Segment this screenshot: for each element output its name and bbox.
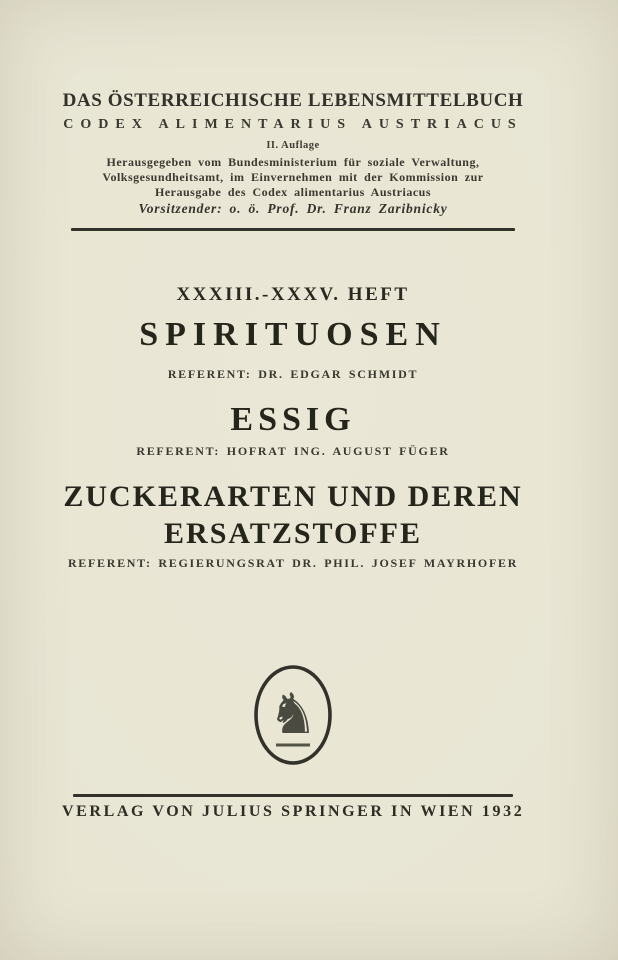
section-title-spirituosen: SPIRITUOSEN [139, 316, 447, 353]
section-referent: REFERENT: DR. EDGAR SCHMIDT [167, 367, 419, 381]
section-title-line: ERSATZSTOFFE [164, 517, 422, 550]
publisher-note-line: Herausgegeben vom Bundesministerium für soziale Verwaltung, [106, 155, 480, 169]
section-referent: REFERENT: REGIERUNGSRAT DR. PHIL. JOSEF MAYRHOFER [67, 556, 519, 570]
masthead-title: DAS ÖSTERREICHISCHE LEBENSMITTELBUCH [62, 90, 524, 111]
section-title-zuckerarten [62, 478, 524, 552]
horizontal-rule-bottom [73, 794, 513, 797]
section-title-line: ZUCKERARTEN UND DEREN [63, 480, 523, 513]
publisher-note-line: Volksgesundheitsamt, im Einvernehmen mit der Kommission zur [102, 170, 484, 184]
section-title-essig: ESSIG [230, 401, 356, 438]
issue-number: XXXIII.-XXXV. HEFT [176, 284, 410, 305]
publisher-note-line: Herausgabe des Codex alimentarius Austriacus [154, 185, 431, 199]
chairman-line: Vorsitzender: o. ö. Prof. Dr. Franz Zaribnicky [138, 201, 448, 216]
publisher-emblem [62, 663, 524, 772]
horizontal-rule-top [71, 228, 515, 231]
springer-horse-icon [252, 663, 334, 767]
publisher-note [62, 155, 524, 200]
masthead-subtitle: CODEX ALIMENTARIUS AUSTRIACUS [63, 117, 523, 132]
section-referent: REFERENT: HOFRAT ING. AUGUST FÜGER [136, 444, 450, 458]
imprint-line: VERLAG VON JULIUS SPRINGER IN WIEN 1932 [62, 803, 525, 820]
edition-label: II. Auflage [266, 140, 320, 151]
svg-text:♞: ♞ [267, 682, 319, 747]
